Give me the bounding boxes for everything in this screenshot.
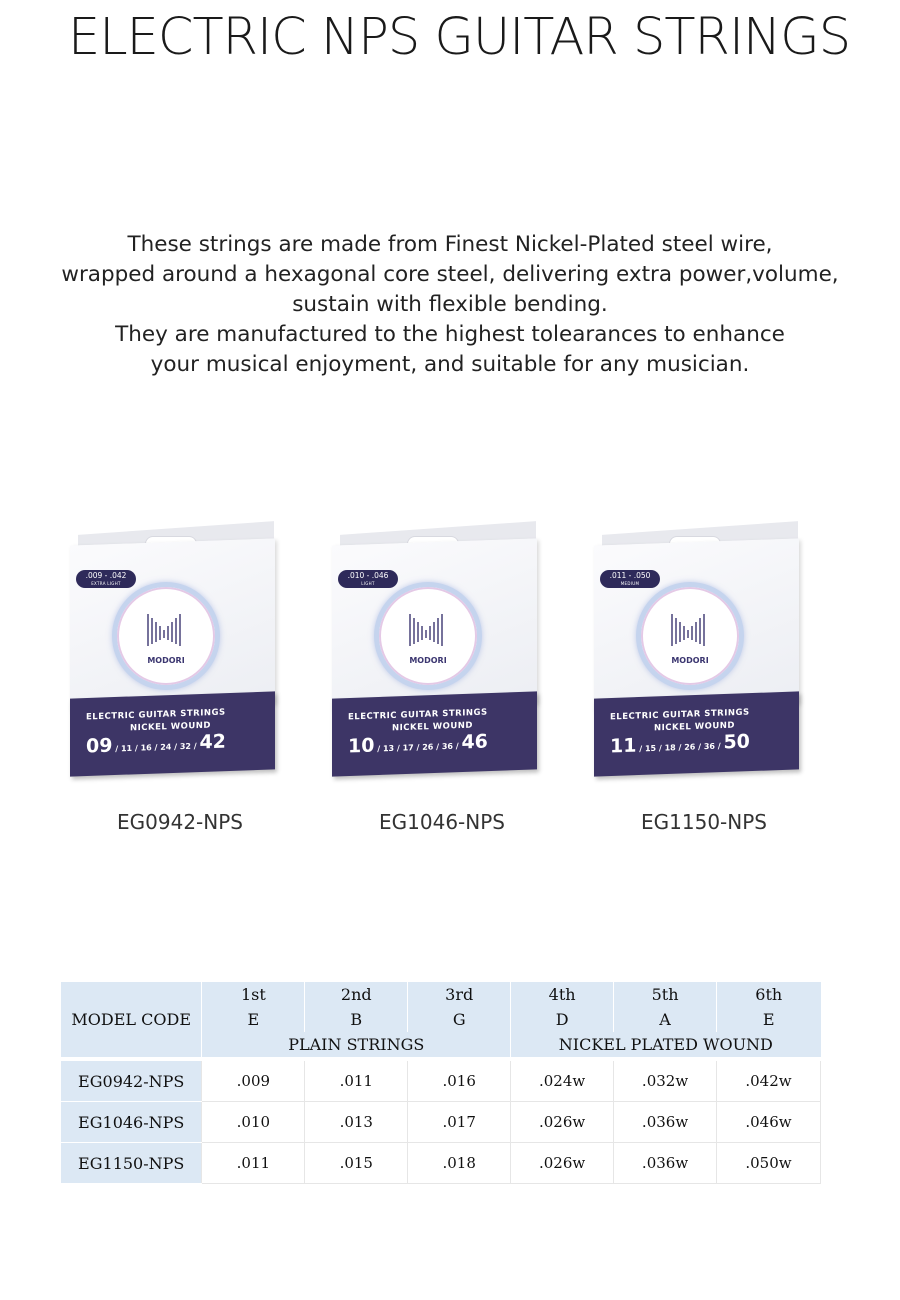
model-code-cell: EG1046-NPS	[61, 1102, 202, 1143]
brand-name: MODORI	[147, 656, 185, 665]
gauge-range-pill	[600, 570, 660, 588]
string-note-header: D	[511, 1007, 614, 1032]
table-row	[61, 1143, 821, 1184]
gauge-label: EXTRA LIGHT	[91, 581, 121, 586]
gauge-cell: .026w	[511, 1143, 614, 1184]
string-note-header: G	[408, 1007, 511, 1032]
gauge-range: .011 - .050	[609, 571, 651, 580]
string-position-header: 3rd	[408, 982, 511, 1007]
gauge-label: LIGHT	[361, 581, 375, 586]
band-subtitle: NICKEL WOUND	[130, 720, 211, 734]
gauge-cell: .036w	[614, 1102, 717, 1143]
string-position-header: 2nd	[305, 982, 408, 1007]
plain-strings-group-header: PLAIN STRINGS	[202, 1032, 511, 1057]
product-package-image	[594, 520, 799, 775]
first-gauge: 09	[86, 734, 113, 758]
table-row	[61, 1061, 821, 1102]
product-description	[40, 230, 860, 380]
gauge-cell: .017	[408, 1102, 511, 1143]
first-gauge: 11	[610, 734, 637, 758]
product-package-image	[332, 520, 537, 775]
table-header-row	[61, 982, 821, 1007]
wound-strings-group-header: NICKEL PLATED WOUND	[511, 1032, 821, 1057]
gauge-cell: .036w	[614, 1143, 717, 1184]
gauge-cell: .010	[202, 1102, 305, 1143]
gauge-cell: .026w	[511, 1102, 614, 1143]
description-line: They are manufactured to the highest tolearances to enhance	[115, 322, 785, 347]
gauge-cell: .046w	[717, 1102, 821, 1143]
middle-gauges: / 13 / 17 / 26 / 36 /	[374, 741, 462, 754]
gauge-cell: .050w	[717, 1143, 821, 1184]
gauge-cell: .013	[305, 1102, 408, 1143]
gauge-range: .009 - .042	[85, 571, 127, 580]
brand-name: MODORI	[409, 656, 447, 665]
description-line: your musical enjoyment, and suitable for any musician.	[150, 352, 750, 377]
gauge-range: .010 - .046	[347, 571, 389, 580]
gauge-spec-table	[61, 982, 821, 1184]
band-subtitle: NICKEL WOUND	[392, 720, 473, 734]
description-line: wrapped around a hexagonal core steel, delivering extra power,volume,	[61, 262, 839, 287]
gauge-cell: .018	[408, 1143, 511, 1184]
gauge-cell: .011	[202, 1143, 305, 1184]
product-caption: EG1046-NPS	[379, 810, 505, 834]
page-title: ELECTRIC NPS GUITAR STRINGS	[68, 8, 851, 67]
model-code-cell: EG0942-NPS	[61, 1061, 202, 1102]
product-package-image	[70, 520, 275, 775]
middle-gauges: / 15 / 18 / 26 / 36 /	[636, 741, 724, 754]
last-gauge: 46	[461, 730, 488, 754]
product-caption: EG1150-NPS	[641, 810, 767, 834]
description-line: These strings are made from Finest Nickel-Plated steel wire,	[127, 232, 773, 257]
modori-logo-icon	[668, 610, 708, 650]
gauge-cell: .016	[408, 1061, 511, 1102]
table-row	[61, 1102, 821, 1143]
gauge-cell: .032w	[614, 1061, 717, 1102]
middle-gauges: / 11 / 16 / 24 / 32 /	[112, 741, 200, 754]
gauge-range-pill	[338, 570, 398, 588]
string-position-header: 4th	[511, 982, 614, 1007]
string-position-header: 5th	[614, 982, 717, 1007]
string-position-header: 1st	[202, 982, 305, 1007]
band-subtitle: NICKEL WOUND	[654, 720, 735, 734]
product-caption: EG0942-NPS	[117, 810, 243, 834]
description-line: sustain with flexible bending.	[292, 292, 608, 317]
gauge-cell: .042w	[717, 1061, 821, 1102]
gauge-label: MEDIUM	[620, 581, 640, 586]
band-title: ELECTRIC GUITAR STRINGS	[86, 707, 226, 723]
gauge-cell: .024w	[511, 1061, 614, 1102]
gauge-cell: .015	[305, 1143, 408, 1184]
last-gauge: 50	[723, 730, 750, 754]
gauge-cell: .009	[202, 1061, 305, 1102]
model-code-cell: EG1150-NPS	[61, 1143, 202, 1184]
band-title: ELECTRIC GUITAR STRINGS	[348, 707, 488, 723]
brand-name: MODORI	[671, 656, 709, 665]
first-gauge: 10	[348, 734, 375, 758]
string-note-header: A	[614, 1007, 717, 1032]
last-gauge: 42	[199, 730, 226, 754]
string-note-header: E	[202, 1007, 305, 1032]
modori-logo-icon	[406, 610, 446, 650]
gauge-range-pill	[76, 570, 136, 588]
model-code-header: MODEL CODE	[61, 982, 202, 1057]
string-note-header: E	[717, 1007, 821, 1032]
string-position-header: 6th	[717, 982, 821, 1007]
gauge-cell: .011	[305, 1061, 408, 1102]
string-note-header: B	[305, 1007, 408, 1032]
modori-logo-icon	[144, 610, 184, 650]
band-title: ELECTRIC GUITAR STRINGS	[610, 707, 750, 723]
